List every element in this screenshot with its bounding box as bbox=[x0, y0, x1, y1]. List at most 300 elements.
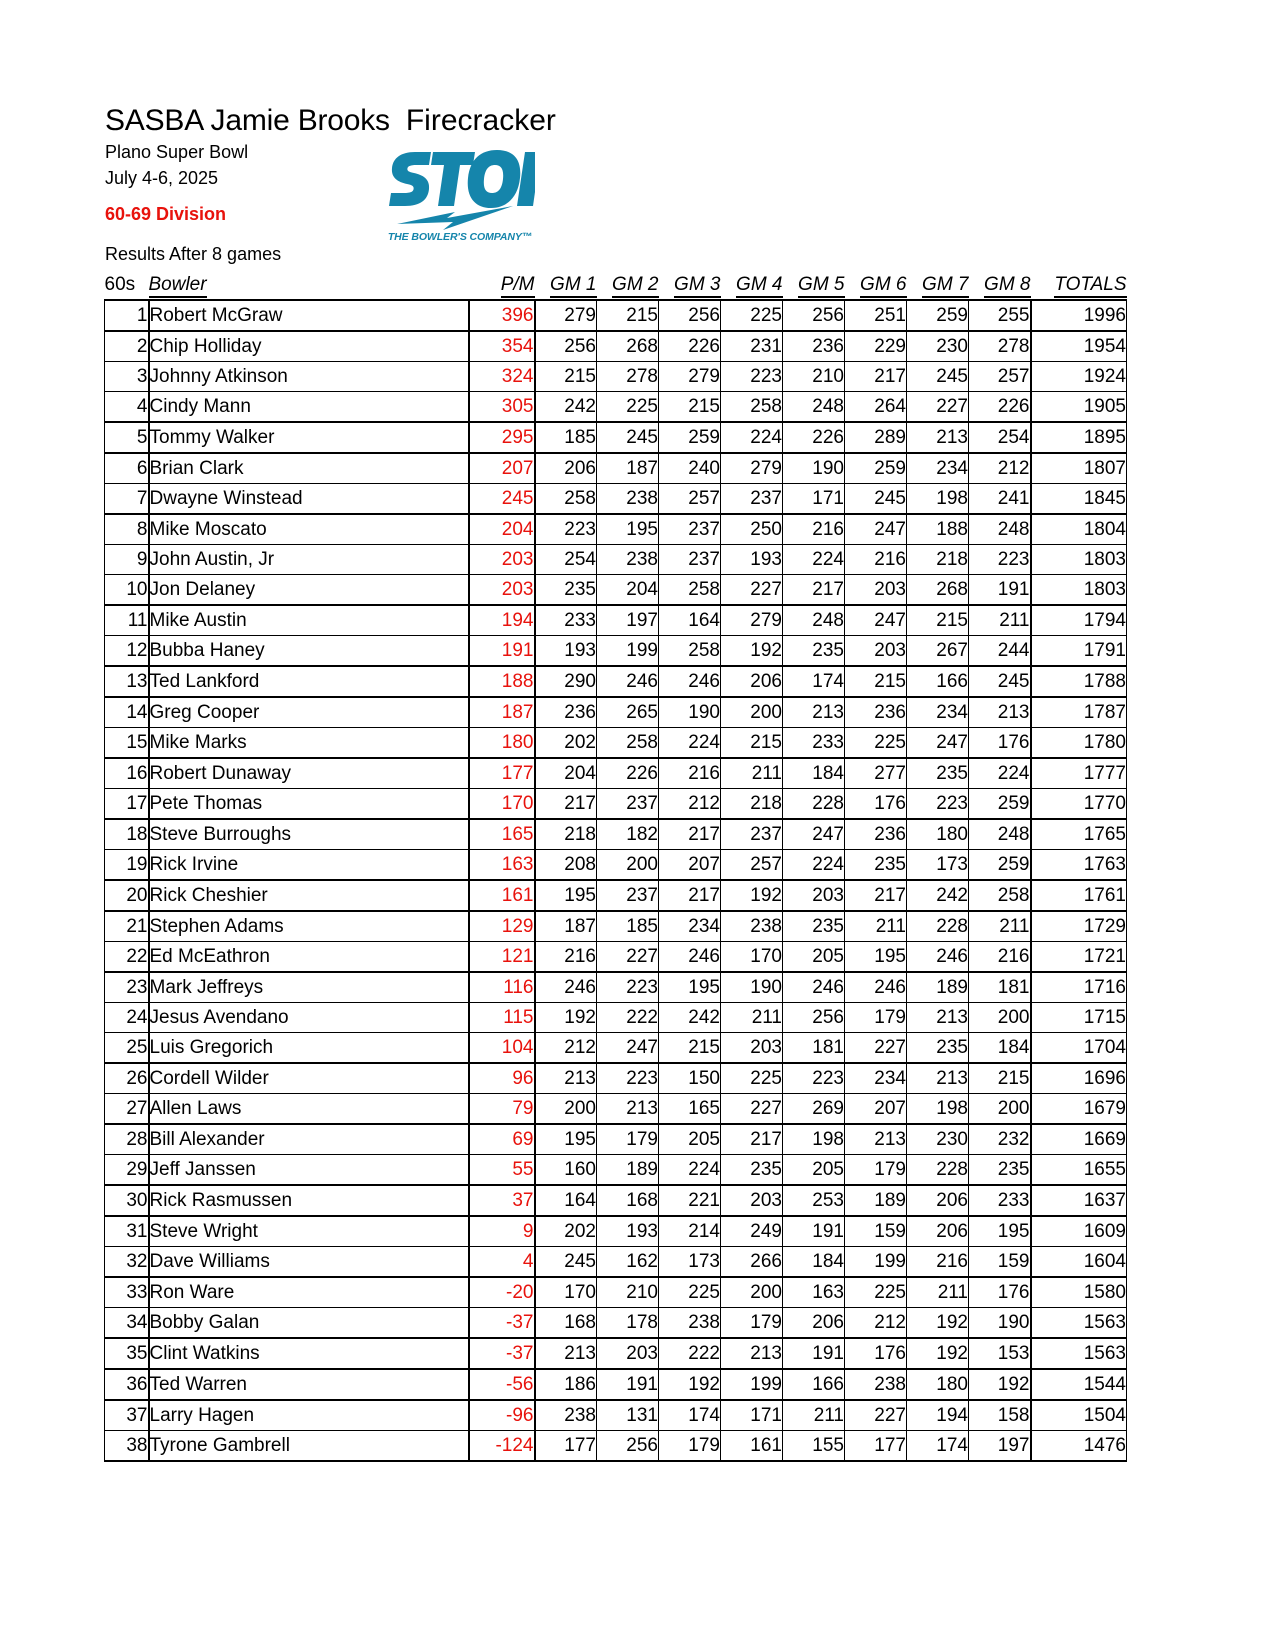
cell-bowler-name: Mark Jeffreys bbox=[149, 972, 469, 1003]
table-row bbox=[105, 300, 1127, 331]
cell-game-8-score: 190 bbox=[969, 1308, 1031, 1339]
cell-rank: 34 bbox=[105, 1308, 149, 1339]
cell-game-4-score: 227 bbox=[721, 575, 783, 606]
cell-game-5-score: 228 bbox=[783, 789, 845, 820]
cell-bowler-name: Larry Hagen bbox=[149, 1400, 469, 1431]
cell-rank: 33 bbox=[105, 1277, 149, 1308]
cell-game-6-score: 199 bbox=[845, 1247, 907, 1278]
cell-bowler-name: Brian Clark bbox=[149, 453, 469, 484]
cell-game-3-score: 212 bbox=[659, 789, 721, 820]
cell-game-6-score: 234 bbox=[845, 1063, 907, 1094]
cell-rank: 11 bbox=[105, 605, 149, 636]
cell-game-7-score: 230 bbox=[907, 1124, 969, 1155]
cell-game-3-score: 205 bbox=[659, 1124, 721, 1155]
cell-game-8-score: 248 bbox=[969, 514, 1031, 545]
cell-game-4-score: 258 bbox=[721, 392, 783, 423]
cell-game-6-score: 176 bbox=[845, 789, 907, 820]
cell-rank: 10 bbox=[105, 575, 149, 606]
cell-game-6-score: 179 bbox=[845, 1155, 907, 1186]
cell-bowler-name: John Austin, Jr bbox=[149, 545, 469, 575]
cell-game-6-score: 259 bbox=[845, 453, 907, 484]
cell-game-2-score: 193 bbox=[597, 1216, 659, 1247]
storm-wordmark-icon bbox=[385, 138, 535, 230]
cell-game-6-score: 247 bbox=[845, 514, 907, 545]
cell-plus-minus: 116 bbox=[469, 972, 535, 1003]
cell-bowler-name: Dave Williams bbox=[149, 1247, 469, 1278]
cell-game-6-score: 176 bbox=[845, 1338, 907, 1369]
cell-rank: 3 bbox=[105, 362, 149, 392]
cell-total: 1895 bbox=[1031, 422, 1127, 453]
cell-game-4-score: 192 bbox=[721, 880, 783, 911]
cell-game-6-score: 227 bbox=[845, 1033, 907, 1064]
table-row bbox=[105, 1124, 1127, 1155]
cell-game-8-score: 216 bbox=[969, 942, 1031, 973]
cell-game-1-score: 186 bbox=[535, 1369, 597, 1400]
cell-rank: 23 bbox=[105, 972, 149, 1003]
cell-rank: 30 bbox=[105, 1185, 149, 1216]
cell-game-4-score: 266 bbox=[721, 1247, 783, 1278]
cell-bowler-name: Steve Wright bbox=[149, 1216, 469, 1247]
cell-game-2-score: 199 bbox=[597, 636, 659, 667]
cell-bowler-name: Luis Gregorich bbox=[149, 1033, 469, 1064]
cell-game-7-score: 192 bbox=[907, 1308, 969, 1339]
cell-game-4-score: 211 bbox=[721, 758, 783, 789]
cell-bowler-name: Ron Ware bbox=[149, 1277, 469, 1308]
cell-game-5-score: 223 bbox=[783, 1063, 845, 1094]
cell-game-5-score: 217 bbox=[783, 575, 845, 606]
cell-game-4-score: 213 bbox=[721, 1338, 783, 1369]
cell-total: 1704 bbox=[1031, 1033, 1127, 1064]
cell-bowler-name: Greg Cooper bbox=[149, 697, 469, 728]
cell-plus-minus: 96 bbox=[469, 1063, 535, 1094]
cell-game-6-score: 179 bbox=[845, 1003, 907, 1033]
cell-game-3-score: 242 bbox=[659, 1003, 721, 1033]
cell-game-1-score: 213 bbox=[535, 1063, 597, 1094]
cell-plus-minus: 191 bbox=[469, 636, 535, 667]
cell-game-5-score: 205 bbox=[783, 1155, 845, 1186]
table-row bbox=[105, 1216, 1127, 1247]
cell-game-6-score: 277 bbox=[845, 758, 907, 789]
cell-game-4-score: 237 bbox=[721, 484, 783, 515]
cell-plus-minus: 194 bbox=[469, 605, 535, 636]
cell-game-2-score: 179 bbox=[597, 1124, 659, 1155]
cell-game-5-score: 236 bbox=[783, 331, 845, 362]
cell-game-1-score: 213 bbox=[535, 1338, 597, 1369]
cell-total: 1669 bbox=[1031, 1124, 1127, 1155]
cell-plus-minus: 165 bbox=[469, 819, 535, 850]
cell-game-8-score: 259 bbox=[969, 850, 1031, 881]
cell-game-7-score: 235 bbox=[907, 1033, 969, 1064]
table-row bbox=[105, 972, 1127, 1003]
cell-game-7-score: 242 bbox=[907, 880, 969, 911]
cell-rank: 20 bbox=[105, 880, 149, 911]
cell-game-5-score: 198 bbox=[783, 1124, 845, 1155]
cell-game-4-score: 279 bbox=[721, 453, 783, 484]
column-header-totals: TOTALS bbox=[1031, 270, 1127, 300]
cell-game-3-score: 150 bbox=[659, 1063, 721, 1094]
cell-plus-minus: 305 bbox=[469, 392, 535, 423]
cell-game-3-score: 279 bbox=[659, 362, 721, 392]
cell-total: 1679 bbox=[1031, 1094, 1127, 1125]
cell-game-5-score: 190 bbox=[783, 453, 845, 484]
cell-game-2-score: 238 bbox=[597, 545, 659, 575]
cell-bowler-name: Clint Watkins bbox=[149, 1338, 469, 1369]
cell-rank: 1 bbox=[105, 300, 149, 331]
cell-total: 1609 bbox=[1031, 1216, 1127, 1247]
cell-game-5-score: 269 bbox=[783, 1094, 845, 1125]
cell-game-6-score: 229 bbox=[845, 331, 907, 362]
cell-plus-minus: 9 bbox=[469, 1216, 535, 1247]
cell-total: 1504 bbox=[1031, 1400, 1127, 1431]
cell-game-2-score: 185 bbox=[597, 911, 659, 942]
cell-rank: 27 bbox=[105, 1094, 149, 1125]
cell-game-8-score: 235 bbox=[969, 1155, 1031, 1186]
cell-game-7-score: 211 bbox=[907, 1277, 969, 1308]
cell-game-1-score: 223 bbox=[535, 514, 597, 545]
cell-game-4-score: 190 bbox=[721, 972, 783, 1003]
cell-game-5-score: 248 bbox=[783, 392, 845, 423]
cell-bowler-name: Allen Laws bbox=[149, 1094, 469, 1125]
cell-game-5-score: 233 bbox=[783, 728, 845, 759]
document-header bbox=[105, 104, 1105, 266]
table-row bbox=[105, 1033, 1127, 1064]
cell-game-1-score: 200 bbox=[535, 1094, 597, 1125]
cell-rank: 9 bbox=[105, 545, 149, 575]
cell-game-5-score: 210 bbox=[783, 362, 845, 392]
cell-game-3-score: 165 bbox=[659, 1094, 721, 1125]
cell-game-2-score: 225 bbox=[597, 392, 659, 423]
cell-plus-minus: 37 bbox=[469, 1185, 535, 1216]
cell-game-2-score: 187 bbox=[597, 453, 659, 484]
cell-plus-minus: 170 bbox=[469, 789, 535, 820]
column-header-rank: 60s bbox=[104, 274, 136, 295]
cell-total: 1761 bbox=[1031, 880, 1127, 911]
cell-rank: 35 bbox=[105, 1338, 149, 1369]
cell-game-2-score: 168 bbox=[597, 1185, 659, 1216]
cell-game-3-score: 226 bbox=[659, 331, 721, 362]
cell-rank: 7 bbox=[105, 484, 149, 515]
cell-game-5-score: 155 bbox=[783, 1431, 845, 1462]
cell-game-1-score: 212 bbox=[535, 1033, 597, 1064]
cell-game-8-score: 197 bbox=[969, 1431, 1031, 1462]
cell-game-3-score: 217 bbox=[659, 819, 721, 850]
cell-game-2-score: 247 bbox=[597, 1033, 659, 1064]
cell-bowler-name: Bobby Galan bbox=[149, 1308, 469, 1339]
cell-game-4-score: 223 bbox=[721, 362, 783, 392]
cell-game-8-score: 259 bbox=[969, 789, 1031, 820]
cell-game-6-score: 247 bbox=[845, 605, 907, 636]
cell-total: 1563 bbox=[1031, 1338, 1127, 1369]
cell-rank: 13 bbox=[105, 666, 149, 697]
table-row bbox=[105, 605, 1127, 636]
cell-total: 1716 bbox=[1031, 972, 1127, 1003]
cell-game-7-score: 235 bbox=[907, 758, 969, 789]
cell-total: 1905 bbox=[1031, 392, 1127, 423]
cell-game-2-score: 182 bbox=[597, 819, 659, 850]
cell-game-1-score: 202 bbox=[535, 728, 597, 759]
cell-game-4-score: 200 bbox=[721, 697, 783, 728]
cell-game-4-score: 218 bbox=[721, 789, 783, 820]
cell-game-6-score: 289 bbox=[845, 422, 907, 453]
cell-game-2-score: 278 bbox=[597, 362, 659, 392]
table-row bbox=[105, 1003, 1127, 1033]
cell-bowler-name: Mike Moscato bbox=[149, 514, 469, 545]
cell-game-5-score: 248 bbox=[783, 605, 845, 636]
cell-game-7-score: 215 bbox=[907, 605, 969, 636]
cell-game-7-score: 216 bbox=[907, 1247, 969, 1278]
table-row bbox=[105, 850, 1127, 881]
table-row bbox=[105, 422, 1127, 453]
cell-game-1-score: 290 bbox=[535, 666, 597, 697]
cell-game-2-score: 200 bbox=[597, 850, 659, 881]
cell-game-3-score: 192 bbox=[659, 1369, 721, 1400]
cell-game-3-score: 259 bbox=[659, 422, 721, 453]
cell-game-2-score: 213 bbox=[597, 1094, 659, 1125]
cell-game-8-score: 200 bbox=[969, 1094, 1031, 1125]
division-label: 60-69 Division bbox=[105, 204, 227, 224]
cell-total: 1655 bbox=[1031, 1155, 1127, 1186]
table-row bbox=[105, 392, 1127, 423]
cell-game-1-score: 164 bbox=[535, 1185, 597, 1216]
cell-game-5-score: 203 bbox=[783, 880, 845, 911]
cell-game-1-score: 204 bbox=[535, 758, 597, 789]
cell-game-3-score: 179 bbox=[659, 1431, 721, 1462]
cell-game-7-score: 174 bbox=[907, 1431, 969, 1462]
cell-rank: 38 bbox=[105, 1431, 149, 1462]
cell-total: 1777 bbox=[1031, 758, 1127, 789]
cell-game-1-score: 195 bbox=[535, 1124, 597, 1155]
cell-game-1-score: 170 bbox=[535, 1277, 597, 1308]
cell-game-4-score: 203 bbox=[721, 1185, 783, 1216]
cell-rank: 16 bbox=[105, 758, 149, 789]
cell-game-6-score: 235 bbox=[845, 850, 907, 881]
cell-game-8-score: 241 bbox=[969, 484, 1031, 515]
cell-game-4-score: 217 bbox=[721, 1124, 783, 1155]
column-header-gm1: GM 1 bbox=[535, 270, 597, 300]
cell-game-2-score: 197 bbox=[597, 605, 659, 636]
cell-game-7-score: 198 bbox=[907, 1094, 969, 1125]
cell-bowler-name: Jesus Avendano bbox=[149, 1003, 469, 1033]
cell-total: 1791 bbox=[1031, 636, 1127, 667]
cell-game-1-score: 192 bbox=[535, 1003, 597, 1033]
results-note: Results After 8 games bbox=[105, 244, 282, 264]
cell-plus-minus: 245 bbox=[469, 484, 535, 515]
cell-game-7-score: 188 bbox=[907, 514, 969, 545]
cell-game-5-score: 211 bbox=[783, 1400, 845, 1431]
cell-game-4-score: 224 bbox=[721, 422, 783, 453]
cell-game-7-score: 228 bbox=[907, 911, 969, 942]
cell-game-2-score: 265 bbox=[597, 697, 659, 728]
cell-game-8-score: 176 bbox=[969, 1277, 1031, 1308]
cell-rank: 29 bbox=[105, 1155, 149, 1186]
cell-game-4-score: 225 bbox=[721, 300, 783, 331]
cell-game-1-score: 206 bbox=[535, 453, 597, 484]
cell-rank: 4 bbox=[105, 392, 149, 423]
cell-bowler-name: Cindy Mann bbox=[149, 392, 469, 423]
cell-game-1-score: 193 bbox=[535, 636, 597, 667]
column-header-pm: P/M bbox=[469, 270, 535, 300]
cell-game-4-score: 171 bbox=[721, 1400, 783, 1431]
table-row bbox=[105, 636, 1127, 667]
table-row bbox=[105, 484, 1127, 515]
cell-game-5-score: 213 bbox=[783, 697, 845, 728]
column-header-gm5: GM 5 bbox=[783, 270, 845, 300]
cell-rank: 5 bbox=[105, 422, 149, 453]
cell-game-8-score: 245 bbox=[969, 666, 1031, 697]
cell-game-4-score: 206 bbox=[721, 666, 783, 697]
cell-game-2-score: 268 bbox=[597, 331, 659, 362]
cell-total: 1721 bbox=[1031, 942, 1127, 973]
table-row bbox=[105, 514, 1127, 545]
cell-total: 1580 bbox=[1031, 1277, 1127, 1308]
cell-game-6-score: 213 bbox=[845, 1124, 907, 1155]
cell-rank: 6 bbox=[105, 453, 149, 484]
results-table-wrapper bbox=[104, 270, 1174, 1462]
cell-rank: 36 bbox=[105, 1369, 149, 1400]
cell-total: 1954 bbox=[1031, 331, 1127, 362]
cell-total: 1563 bbox=[1031, 1308, 1127, 1339]
cell-game-7-score: 173 bbox=[907, 850, 969, 881]
cell-rank: 8 bbox=[105, 514, 149, 545]
cell-game-8-score: 233 bbox=[969, 1185, 1031, 1216]
table-row bbox=[105, 666, 1127, 697]
cell-game-3-score: 237 bbox=[659, 545, 721, 575]
cell-plus-minus: 203 bbox=[469, 575, 535, 606]
cell-game-5-score: 205 bbox=[783, 942, 845, 973]
cell-game-6-score: 216 bbox=[845, 545, 907, 575]
cell-game-5-score: 224 bbox=[783, 545, 845, 575]
cell-plus-minus: 207 bbox=[469, 453, 535, 484]
cell-game-5-score: 226 bbox=[783, 422, 845, 453]
cell-game-6-score: 215 bbox=[845, 666, 907, 697]
cell-game-3-score: 164 bbox=[659, 605, 721, 636]
cell-total: 1765 bbox=[1031, 819, 1127, 850]
cell-plus-minus: 396 bbox=[469, 300, 535, 331]
cell-plus-minus: 161 bbox=[469, 880, 535, 911]
cell-game-3-score: 224 bbox=[659, 1155, 721, 1186]
cell-game-4-score: 235 bbox=[721, 1155, 783, 1186]
cell-plus-minus: -37 bbox=[469, 1308, 535, 1339]
column-header-gm3: GM 3 bbox=[659, 270, 721, 300]
table-row bbox=[105, 1185, 1127, 1216]
table-row bbox=[105, 911, 1127, 942]
cell-game-6-score: 217 bbox=[845, 362, 907, 392]
cell-game-4-score: 279 bbox=[721, 605, 783, 636]
cell-game-8-score: 255 bbox=[969, 300, 1031, 331]
cell-plus-minus: 354 bbox=[469, 331, 535, 362]
cell-game-4-score: 211 bbox=[721, 1003, 783, 1033]
cell-bowler-name: Bill Alexander bbox=[149, 1124, 469, 1155]
cell-game-5-score: 191 bbox=[783, 1216, 845, 1247]
cell-plus-minus: 187 bbox=[469, 697, 535, 728]
cell-game-5-score: 235 bbox=[783, 636, 845, 667]
cell-game-2-score: 215 bbox=[597, 300, 659, 331]
cell-game-7-score: 218 bbox=[907, 545, 969, 575]
cell-game-7-score: 230 bbox=[907, 331, 969, 362]
cell-game-3-score: 173 bbox=[659, 1247, 721, 1278]
cell-game-8-score: 248 bbox=[969, 819, 1031, 850]
cell-game-8-score: 195 bbox=[969, 1216, 1031, 1247]
cell-bowler-name: Rick Irvine bbox=[149, 850, 469, 881]
cell-game-6-score: 245 bbox=[845, 484, 907, 515]
cell-game-5-score: 253 bbox=[783, 1185, 845, 1216]
cell-game-5-score: 174 bbox=[783, 666, 845, 697]
cell-game-5-score: 163 bbox=[783, 1277, 845, 1308]
cell-plus-minus: 4 bbox=[469, 1247, 535, 1278]
cell-game-8-score: 215 bbox=[969, 1063, 1031, 1094]
cell-game-7-score: 267 bbox=[907, 636, 969, 667]
cell-game-8-score: 212 bbox=[969, 453, 1031, 484]
cell-game-2-score: 226 bbox=[597, 758, 659, 789]
cell-rank: 17 bbox=[105, 789, 149, 820]
cell-bowler-name: Stephen Adams bbox=[149, 911, 469, 942]
cell-game-4-score: 257 bbox=[721, 850, 783, 881]
cell-game-6-score: 225 bbox=[845, 728, 907, 759]
cell-plus-minus: 115 bbox=[469, 1003, 535, 1033]
event-dates: July 4-6, 2025 bbox=[105, 168, 219, 188]
cell-bowler-name: Rick Rasmussen bbox=[149, 1185, 469, 1216]
table-row bbox=[105, 453, 1127, 484]
table-row bbox=[105, 1277, 1127, 1308]
cell-game-1-score: 187 bbox=[535, 911, 597, 942]
cell-game-3-score: 234 bbox=[659, 911, 721, 942]
results-table bbox=[104, 270, 1127, 1462]
cell-game-3-score: 258 bbox=[659, 636, 721, 667]
cell-game-1-score: 185 bbox=[535, 422, 597, 453]
cell-game-2-score: 210 bbox=[597, 1277, 659, 1308]
cell-game-7-score: 192 bbox=[907, 1338, 969, 1369]
cell-game-3-score: 190 bbox=[659, 697, 721, 728]
cell-plus-minus: 79 bbox=[469, 1094, 535, 1125]
cell-rank: 31 bbox=[105, 1216, 149, 1247]
cell-game-4-score: 237 bbox=[721, 819, 783, 850]
cell-total: 1637 bbox=[1031, 1185, 1127, 1216]
cell-game-3-score: 258 bbox=[659, 575, 721, 606]
cell-game-2-score: 162 bbox=[597, 1247, 659, 1278]
cell-rank: 2 bbox=[105, 331, 149, 362]
cell-game-6-score: 227 bbox=[845, 1400, 907, 1431]
table-row bbox=[105, 1155, 1127, 1186]
cell-game-6-score: 211 bbox=[845, 911, 907, 942]
cell-game-6-score: 225 bbox=[845, 1277, 907, 1308]
cell-game-3-score: 246 bbox=[659, 942, 721, 973]
cell-game-2-score: 131 bbox=[597, 1400, 659, 1431]
cell-game-8-score: 258 bbox=[969, 880, 1031, 911]
cell-game-3-score: 240 bbox=[659, 453, 721, 484]
cell-game-3-score: 222 bbox=[659, 1338, 721, 1369]
page-title: SASBA Jamie Brooks bbox=[105, 104, 390, 137]
cell-game-8-score: 232 bbox=[969, 1124, 1031, 1155]
cell-bowler-name: Rick Cheshier bbox=[149, 880, 469, 911]
cell-game-1-score: 254 bbox=[535, 545, 597, 575]
cell-total: 1807 bbox=[1031, 453, 1127, 484]
cell-total: 1845 bbox=[1031, 484, 1127, 515]
cell-game-7-score: 213 bbox=[907, 1003, 969, 1033]
cell-plus-minus: 163 bbox=[469, 850, 535, 881]
cell-game-8-score: 159 bbox=[969, 1247, 1031, 1278]
cell-game-3-score: 174 bbox=[659, 1400, 721, 1431]
cell-game-4-score: 193 bbox=[721, 545, 783, 575]
cell-game-3-score: 214 bbox=[659, 1216, 721, 1247]
cell-game-2-score: 189 bbox=[597, 1155, 659, 1186]
cell-bowler-name: Mike Marks bbox=[149, 728, 469, 759]
cell-plus-minus: -37 bbox=[469, 1338, 535, 1369]
cell-rank: 19 bbox=[105, 850, 149, 881]
cell-game-1-score: 195 bbox=[535, 880, 597, 911]
cell-game-6-score: 246 bbox=[845, 972, 907, 1003]
cell-rank: 14 bbox=[105, 697, 149, 728]
cell-game-4-score: 238 bbox=[721, 911, 783, 942]
